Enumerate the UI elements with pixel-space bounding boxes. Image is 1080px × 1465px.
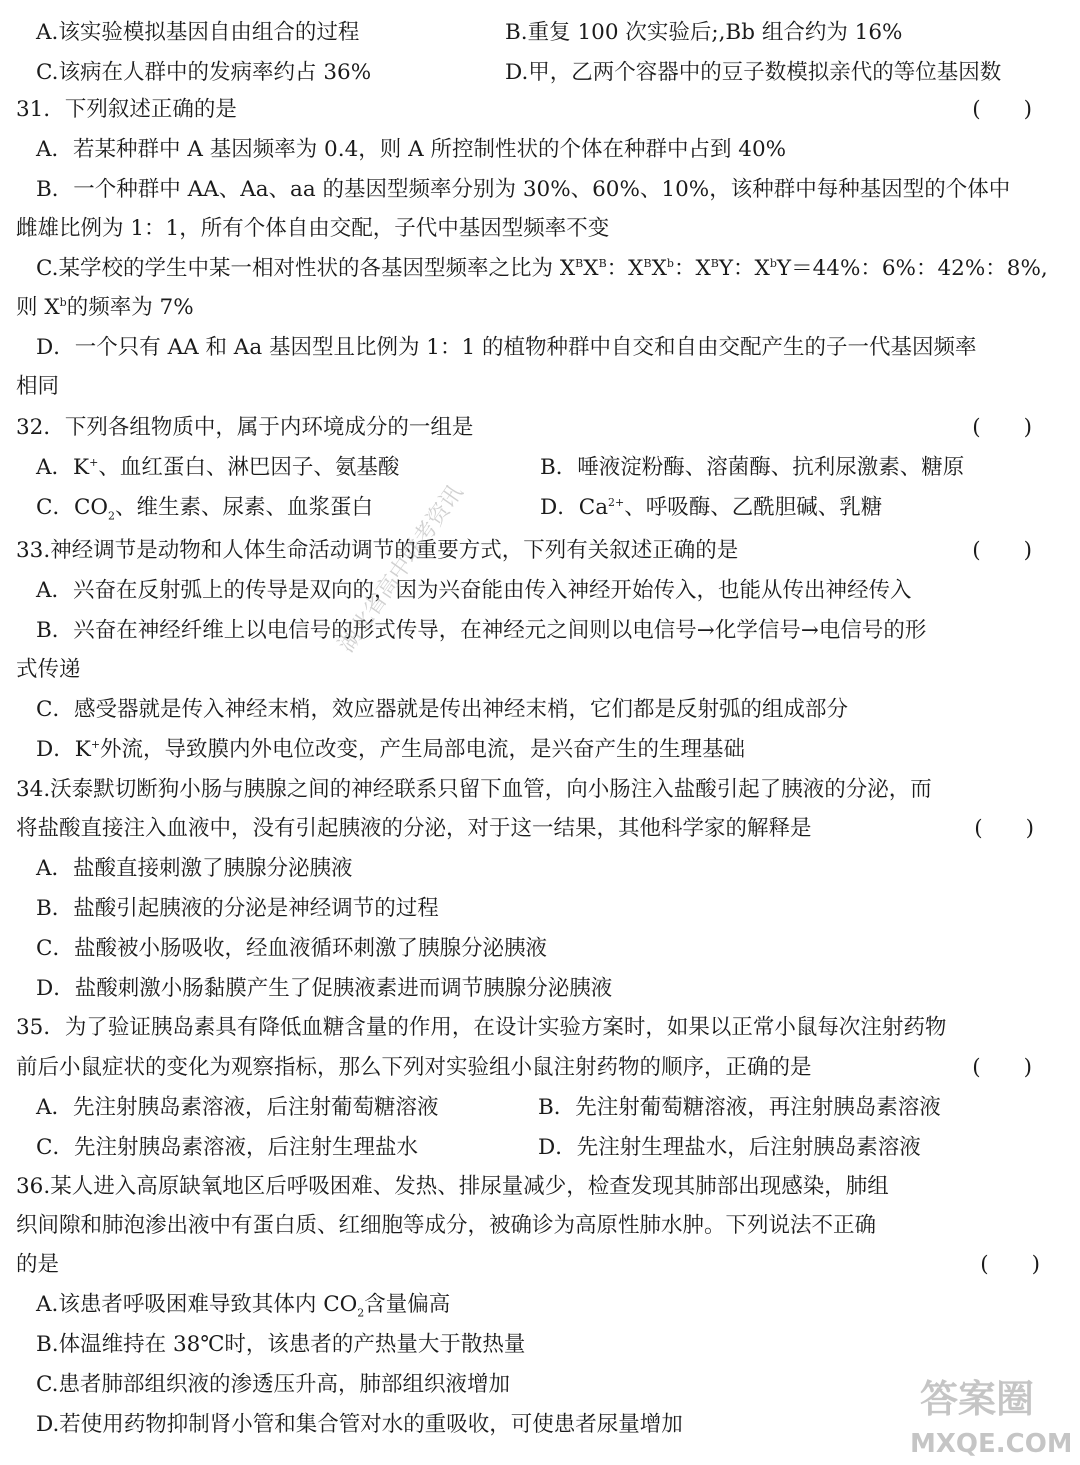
q36-option-a: A.该患者呼吸困难导致其体内 $CO_2$含量偏高 xyxy=(36,1292,451,1320)
q31-answer-paren: ( ) xyxy=(972,97,1032,122)
q31-option-b-line1: B．一个种群中 AA、Aa、aa 的基因型频率分别为 30%、60%、10%，该种群中每种基因型的个体中 xyxy=(36,177,1011,202)
q31-option-c-line1: C.某学校的学生中某一相对性状的各基因型频率之比为 $X^BX^B$：$X^BX^b$：$X^BY$：$X^bY=44\%$：6%：42%：8%, xyxy=(36,256,1048,281)
q32-answer-paren: ( ) xyxy=(972,415,1032,440)
q36-stem-line2: 织间隙和肺泡渗出液中有蛋白质、红细胞等成分，被确诊为高原性肺水肿。下列说法不正确 xyxy=(16,1213,877,1238)
q32-option-c: C．$CO_2$、维生素、尿素、血浆蛋白 xyxy=(36,495,374,523)
q33-option-d: D．K+外流，导致膜内外电位改变，产生局部电流，是兴奋产生的生理基础 xyxy=(36,737,746,762)
q36-stem-line1: 36.某人进入高原缺氧地区后呼吸困难、发热、排尿量减少，检查发现其肺部出现感染，肺组 xyxy=(16,1174,889,1199)
q34-answer-paren: ( ) xyxy=(974,816,1034,841)
q34-option-a: A．盐酸直接刺激了胰腺分泌胰液 xyxy=(36,856,353,881)
q36-stem-line3: 的是 xyxy=(16,1252,60,1277)
q32-option-a: A．K+、血红蛋白、淋巴因子、氨基酸 xyxy=(36,455,400,480)
q30-option-c: C.该病在人群中的发病率约占 36% xyxy=(36,60,372,85)
q31-option-d-line1: D．一个只有 AA 和 Aa 基因型且比例为 1：1 的植物种群中自交和自由交配产生的子一代基因频率 xyxy=(36,335,977,360)
q33-stem: 33.神经调节是动物和人体生命活动调节的重要方式，下列有关叙述正确的是 xyxy=(16,538,739,563)
logo-url: MXQE.COM xyxy=(910,1429,1070,1459)
q35-option-d: D．先注射生理盐水，后注射胰岛素溶液 xyxy=(538,1135,921,1160)
q32-option-d: D．$Ca^{2+}$、呼吸酶、乙酰胆碱、乳糖 xyxy=(540,495,883,520)
q30-option-d: D.甲，乙两个容器中的豆子数模拟亲代的等位基因数 xyxy=(505,60,1002,85)
q34-stem-line1: 34.沃泰默切断狗小肠与胰腺之间的神经联系只留下血管，向小肠注入盐酸引起了胰液的分泌，而 xyxy=(16,777,932,802)
q35-option-a: A．先注射胰岛素溶液，后注射葡萄糖溶液 xyxy=(36,1095,439,1120)
q34-option-d: D．盐酸刺激小肠黏膜产生了促胰液素进而调节胰腺分泌胰液 xyxy=(36,976,613,1001)
watermark-text: 湖北省高中联考资讯 xyxy=(334,480,469,658)
logo-graphic xyxy=(890,1360,1070,1460)
q36-option-c: C.患者肺部组织液的渗透压升高，肺部组织液增加 xyxy=(36,1372,511,1397)
q33-option-a: A．兴奋在反射弧上的传导是双向的，因为兴奋能由传入神经开始传入，也能从传出神经传入 xyxy=(36,578,912,603)
q31-stem: 31．下列叙述正确的是 xyxy=(16,97,237,122)
q35-option-c: C．先注射胰岛素溶液，后注射生理盐水 xyxy=(36,1135,418,1160)
q35-answer-paren: ( ) xyxy=(972,1055,1032,1080)
q36-option-d: D.若使用药物抑制肾小管和集合管对水的重吸收，可使患者尿量增加 xyxy=(36,1412,683,1437)
q35-stem-line2: 前后小鼠症状的变化为观察指标，那么下列对实验组小鼠注射药物的顺序，正确的是 xyxy=(16,1055,812,1080)
q31-option-b-line2: 雌雄比例为 1：1，所有个体自由交配，子代中基因型频率不变 xyxy=(16,216,610,241)
q33-answer-paren: ( ) xyxy=(972,538,1032,563)
q31-option-c-line2: 则 $X^b$的频率为 7% xyxy=(16,295,194,320)
q33-option-b-line1: B．兴奋在神经纤维上以电信号的形式传导，在神经元之间则以电信号→化学信号→电信号的形 xyxy=(36,618,927,643)
logo-text: 答案圈 xyxy=(920,1377,1035,1421)
q33-option-b-line2: 式传递 xyxy=(16,657,81,682)
q30-option-b: B.重复 100 次实验后;,Bb 组合约为 16% xyxy=(505,20,903,45)
q34-option-b: B．盐酸引起胰液的分泌是神经调节的过程 xyxy=(36,896,439,921)
q32-option-b: B．唾液淀粉酶、溶菌酶、抗利尿激素、糖原 xyxy=(540,455,965,480)
q32-stem: 32．下列各组物质中，属于内环境成分的一组是 xyxy=(16,415,474,440)
q36-answer-paren: ( ) xyxy=(980,1252,1040,1277)
site-logo xyxy=(890,1360,1070,1460)
q30-option-a: A.该实验模拟基因自由组合的过程 xyxy=(36,20,360,45)
q34-stem-line2: 将盐酸直接注入血液中，没有引起胰液的分泌，对于这一结果，其他科学家的解释是 xyxy=(16,816,812,841)
q35-stem-line1: 35．为了验证胰岛素具有降低血糖含量的作用，在设计实验方案时，如果以正常小鼠每次注射药物 xyxy=(16,1015,947,1040)
q31-option-d-line2: 相同 xyxy=(16,374,60,399)
q35-option-b: B．先注射葡萄糖溶液，再注射胰岛素溶液 xyxy=(538,1095,941,1120)
q36-option-b: B.体温维持在 38℃时，该患者的产热量大于散热量 xyxy=(36,1332,526,1357)
q31-option-a: A．若某种群中 A 基因频率为 0.4，则 A 所控制性状的个体在种群中占到 40% xyxy=(36,137,787,162)
q33-option-c: C．感受器就是传入神经末梢，效应器就是传出神经末梢，它们都是反射弧的组成部分 xyxy=(36,697,848,722)
q34-option-c: C．盐酸被小肠吸收，经血液循环刺激了胰腺分泌胰液 xyxy=(36,936,547,961)
